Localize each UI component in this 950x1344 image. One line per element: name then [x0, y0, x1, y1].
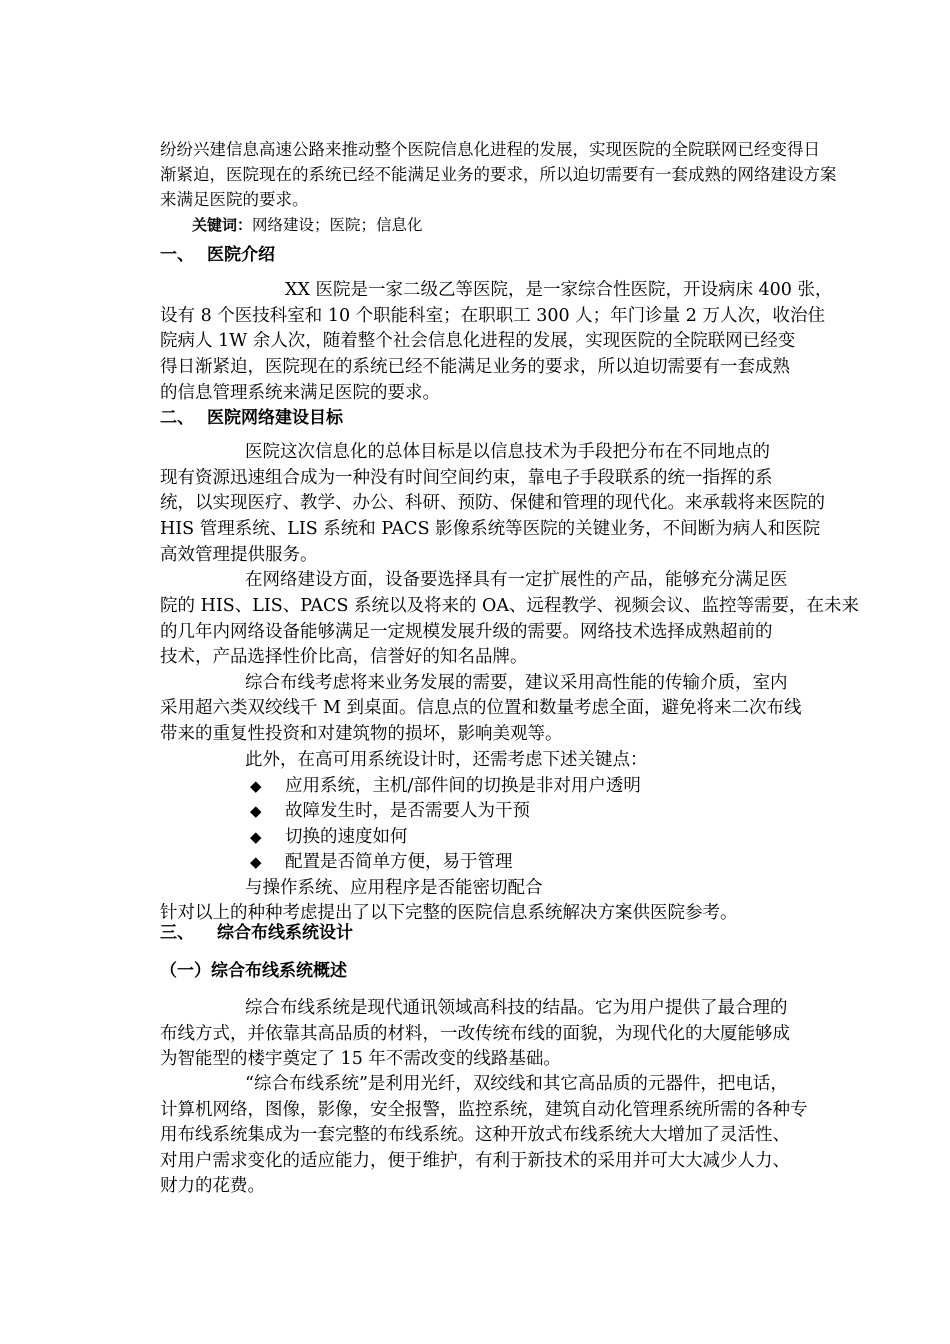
keywords-label: 关键词：	[192, 216, 253, 234]
text-line: XX 医院是一家二级乙等医院，是一家综合性医院，开设病床 400 张，	[285, 280, 833, 300]
text-line: 与操作系统、应用程序是否能密切配合	[245, 878, 543, 898]
text-line: 对用户需求变化的适应能力，便于维护，有利于新技术的采用并可大大减少人力、	[160, 1151, 790, 1171]
list-item-text: 故障发生时，是否需要人为干预	[285, 801, 530, 821]
section-number: 一、	[160, 245, 194, 265]
text-line: 渐紧迫，医院现在的系统已经不能满足业务的要求，所以迫切需要有一套成熟的网络建设方案	[160, 165, 837, 184]
text-line: 院的 HIS、LIS、PACS 系统以及将来的 OA、远程教学、视频会议、监控等需要，在未来	[160, 596, 860, 616]
text-line: 综合布线系统是现代通讯领域高科技的结晶。它为用户提供了最合理的	[245, 998, 788, 1018]
list-item	[250, 825, 408, 851]
text-line: 高效管理提供服务。	[160, 545, 318, 565]
text-line: 院病人 1W 余人次，随着整个社会信息化进程的发展，实现医院的全院联网已经变	[160, 331, 796, 351]
diamond-bullet-icon: ◆	[250, 802, 262, 820]
section-heading-1	[160, 240, 275, 265]
text-line: 技术，产品选择性价比高，信誉好的知名品牌。	[160, 647, 528, 667]
text-line: 的信息管理系统来满足医院的要求。	[160, 383, 440, 403]
list-item-text: 切换的速度如何	[285, 827, 408, 847]
list-item	[250, 774, 641, 800]
text-line: 计算机网络，图像，影像，安全报警，监控系统，建筑自动化管理系统所需的各种专	[160, 1100, 808, 1120]
diamond-bullet-icon: ◆	[250, 828, 262, 846]
text-line: 得日渐紧迫，医院现在的系统已经不能满足业务的要求，所以迫切需要有一套成熟	[160, 357, 790, 377]
text-line: 综合布线考虑将来业务发展的需要，建议采用高性能的传输介质，室内	[245, 673, 788, 693]
text-line: 此外，在高可用系统设计时，还需考虑下述关键点：	[245, 750, 648, 770]
text-line: 采用超六类双绞线千 M 到桌面。信息点的位置和数量考虑全面，避免将来二次布线	[160, 698, 802, 718]
text-line: 带来的重复性投资和对建筑物的损坏，影响美观等。	[160, 724, 563, 744]
diamond-bullet-icon: ◆	[250, 853, 262, 871]
text-line: 医院这次信息化的总体目标是以信息技术为手段把分布在不同地点的	[245, 442, 770, 462]
list-item	[250, 850, 513, 876]
text-line: 针对以上的种种考虑提出了以下完整的医院信息系统解决方案供医院参考。	[160, 903, 738, 923]
diamond-bullet-icon: ◆	[250, 777, 262, 795]
section-title: 医院网络建设目标	[207, 408, 343, 428]
section-number: 二、	[160, 408, 194, 428]
keywords	[192, 213, 423, 235]
list-item-text: 配置是否简单方便，易于管理	[285, 852, 513, 872]
text-line: 现有资源迅速组合成为一种没有时间空间约束，靠电子手段联系的统一指挥的系	[160, 468, 773, 488]
text-line: “综合布线系统”是利用光纤，双绞线和其它高品质的元器件，把电话，	[245, 1074, 788, 1094]
subsection-heading: （一）综合布线系统概述	[160, 961, 347, 981]
text-line: 设有 8 个医技科室和 10 个职能科室；在职职工 300 人；年门诊量 2 万人次，收治住	[160, 306, 825, 326]
text-line: 统，以实现医疗、教学、办公、科研、预防、保健和管理的现代化。来承载将来医院的	[160, 493, 825, 513]
text-line: 用布线系统集成为一套完整的布线系统。这种开放式布线系统大大增加了灵活性、	[160, 1125, 790, 1145]
text-line: 的几年内网络设备能够满足一定规模发展升级的需要。网络技术选择成熟超前的	[160, 622, 773, 642]
text-line: 财力的花费。	[160, 1176, 265, 1196]
text-line: 布线方式，并依靠其高品质的材料，一改传统布线的面貌，为现代化的大厦能够成	[160, 1024, 790, 1044]
list-item	[250, 799, 530, 825]
section-title: 医院介绍	[207, 245, 275, 265]
text-line: 在网络建设方面，设备要选择具有一定扩展性的产品，能够充分满足医	[245, 570, 788, 590]
text-line: HIS 管理系统、LIS 系统和 PACS 影像系统等医院的关键业务，不间断为病人和医院	[160, 519, 821, 539]
list-item-text: 应用系统，主机/部件间的切换是非对用户透明	[285, 776, 641, 796]
section-title: 综合布线系统设计	[217, 923, 353, 943]
section-heading-3	[160, 918, 353, 943]
text-line: 纷纷兴建信息高速公路来推动整个医院信息化进程的发展，实现医院的全院联网已经变得日	[160, 140, 820, 159]
section-number: 三、	[160, 923, 194, 943]
text-line: 来满足医院的要求。	[160, 190, 309, 209]
text-line: 为智能型的楼宇奠定了 15 年不需改变的线路基础。	[160, 1049, 561, 1069]
keywords-text: 网络建设；医院；信息化	[252, 216, 423, 234]
section-heading-2	[160, 403, 343, 428]
